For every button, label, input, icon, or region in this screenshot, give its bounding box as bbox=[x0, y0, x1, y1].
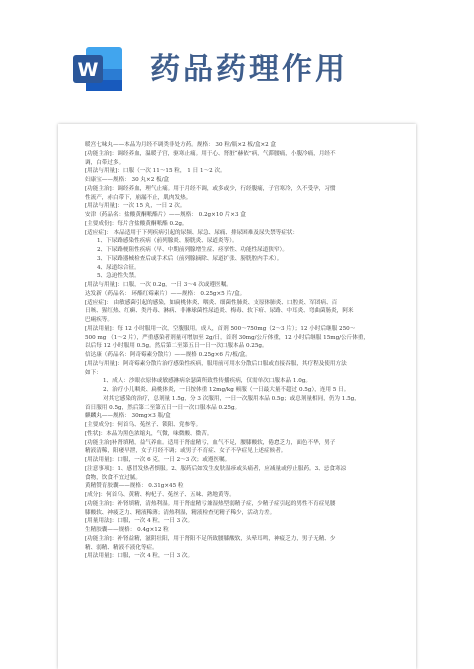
word-logo-letter: W bbox=[77, 59, 99, 81]
body-line: 1、下尿路感染性疾病（前列腺炎、膀胱炎、尿道炎等）。 bbox=[97, 238, 238, 245]
body-line: [功能主治]：补肾益精，滋阴壮阳，用于肾阳不足所致腰膝酸软，头晕耳鸣，神疲乏力，男子无精、少 bbox=[85, 535, 336, 542]
body-line: 精、弱精、精液不液化等症。 bbox=[85, 544, 158, 551]
body-line: 黄精赞育胶囊——规格： 0.31g×45 粒 bbox=[85, 483, 184, 490]
body-line: 如下： bbox=[85, 369, 102, 376]
body-line: [适应症]： 本品适用于下列疾病引起的尿频、尿急、尿痛、排尿困难及尿失禁等症状： bbox=[85, 229, 299, 236]
body-line: 麒麟丸——规格： 30mg×3 瓶/盒 bbox=[85, 413, 171, 420]
body-line: 精液清稀，阳痿早泄，女子月经不调；或男子不育症、女子不孕症见上述症候者。 bbox=[85, 448, 287, 455]
body-line: 2、下尿路梗阻性疾病（早、中期前列腺增生症、痉挛性、功能性尿道狭窄）。 bbox=[97, 247, 288, 253]
document-page bbox=[58, 124, 416, 669]
body-line: 以后每 12 小时服用 0.5g。然后第二至第五日一日一次口服本品 0.25g。 bbox=[85, 343, 268, 350]
body-line: 对其它感染的治疗，总剂量 1.5g，分 3 次服用，一日一次服用本品 0.5g；或总剂量相同，仍为 1.5g， bbox=[103, 395, 360, 402]
body-line: [成分]：何首乌、黄精、枸杞子、菟丝子、五味、熟地黄等。 bbox=[85, 492, 235, 498]
body-line: [功能主治]补肾填精，益气养血。适用于肾虚精亏，血气不足，腰膝酸软，倦怠乏力，面色不华，男子 bbox=[85, 439, 336, 446]
body-line: [用法用量]：每 12 小时服用一次，空腹服用。成人，首剂 500～750mg（2～3 片）；12 小时后继服 250～ bbox=[85, 325, 356, 332]
body-line: [注意事项]：1、感冒发热者慎服。2、服药后如发生皮肤湿疹或头痛者，应减量或停止服药。3、忌食寒凉 bbox=[85, 465, 347, 472]
body-line: [性状]：本品为黑色浓缩丸，气微，味微酸、微苦。 bbox=[85, 430, 213, 437]
body-line: [用法与用量]：阿奇霉素分散片治疗感染性疾病，服用前可用水分散后口服或直接吞服，其疗程及使用方法 bbox=[85, 360, 347, 367]
body-line: 调，白带过多。 bbox=[85, 159, 125, 166]
body-line: 5、急迫性失禁。 bbox=[97, 273, 140, 280]
header-banner bbox=[0, 0, 474, 124]
body-line: [主要成份]：每片含盐酸黄酮哌酯 0.2g。 bbox=[85, 220, 188, 227]
body-line: 食物，饮食不宜过腻。 bbox=[85, 474, 141, 481]
word-icon bbox=[72, 44, 124, 94]
body-line: [适应症]： 由敏感菌引起的感染，如扁桃体炎、咽炎、细菌性肺炎、支原体肺炎、口腔炎、军团病、百 bbox=[85, 299, 338, 306]
body-line: [用法用量]：口服，一次 6 克，一日 2～3 次；或遵医嘱。 bbox=[85, 457, 231, 463]
body-line: 4、尿道综合征。 bbox=[97, 264, 140, 271]
document-body bbox=[85, 141, 405, 561]
document-title: 药品药理作用 bbox=[150, 52, 348, 87]
body-line: 膝酸软、神疲乏力、精液稀薄；清热利湿，精液检查见精子稀少，活动力差。 bbox=[85, 509, 276, 516]
body-line: 500 mg （1～2 片），严重感染者剂量可增加至 2g/日，首剂 30mg/公斤体重，12 小时后继服 15mg/公斤体重， bbox=[85, 334, 370, 341]
body-line: 3、下尿路器械检查后或手术后（前列腺摘除、尿道扩张、膀胱腔内手术）。 bbox=[97, 255, 283, 262]
body-line: 暖宫七味丸——本品为月经不调类非处方药。规格： 30 粒/瓶×2 板/盒×2 盒 bbox=[85, 142, 277, 148]
body-line: 日咳、猩红热、红癣、类丹毒、淋病、非淋球菌性尿道炎、梅毒、软下疳、尿路、中耳炎、弯曲菌肠炎，阿米 bbox=[85, 308, 354, 315]
body-line: 达发新（药品名： 环酯红霉素片）——规格： 0.25g×5 片/盒。 bbox=[85, 290, 246, 297]
body-line: [功能主治]：调经养血，温暖子宫，驱寒止痛。用于心、肾脏“赫依”病，气滞腰痛，小腹冷痛，月经不 bbox=[85, 150, 336, 157]
body-line: [主要成分]：何首乌、菟丝子、锁阳、党参等。 bbox=[85, 422, 202, 428]
body-line: [用量用法]：口服，一次 4 粒，一日 3 次。 bbox=[85, 518, 194, 525]
body-line: [功能主治]：补肾填精，清热利湿。用于肾虚精亏兼湿热型弱精子症，少精子症引起的男性不育症见腰 bbox=[85, 500, 336, 507]
body-line: [用法用量]：口服，一次 4 粒，一日 3 次。 bbox=[85, 553, 194, 560]
body-line: 信达康（药品名：阿奇霉素分散片）——规格 0.25g×6 片/板/盒。 bbox=[85, 352, 251, 358]
body-line: 妇康宝——规格： 30 丸×2 板/盒 bbox=[85, 177, 170, 183]
body-line: [功能主治]：调经养血，理气止痛。用于月经不调，或多或少，行经腹痛，子宫寒冷，久不受孕，习惯 bbox=[85, 185, 336, 192]
body-line: 首日服用 0.5g，然后第二至第五日一日一次口服本品 0.25g。 bbox=[85, 404, 241, 411]
body-line: 1、成人：沙眼衣原体或敏感淋病奈瑟菌所致性传播疾病，仅需单次口服本品 1.0g。 bbox=[103, 378, 312, 385]
body-line: [用法与用量]：口服（一次 11～15 粒， 1 日 1～2 次。 bbox=[85, 168, 226, 175]
body-line: [用法与用量]：口服，一次 0.2g，一日 3～4 次或遵医嘱。 bbox=[85, 282, 232, 288]
body-line: [用法与用量]：一次 15 丸，一日 2 次。 bbox=[85, 203, 186, 210]
body-line: 性流产，赤白带下，崩漏不止，肌肉发热。 bbox=[85, 194, 192, 201]
body-line: 安津（药品名：盐酸黄酮哌酯片）——规格： 0.2g×10 片×3 盒 bbox=[85, 212, 246, 218]
body-line: 巴痢疾等。 bbox=[85, 317, 113, 323]
body-line: 2、治疗小儿咽炎、扁桃体炎，一日按体重 12mg/kg 顿服（一日最大量不超过 0.5g），连用 5 日。 bbox=[103, 387, 350, 393]
body-line: 生精胶囊——规格： 0.4g×12 粒 bbox=[85, 527, 169, 533]
